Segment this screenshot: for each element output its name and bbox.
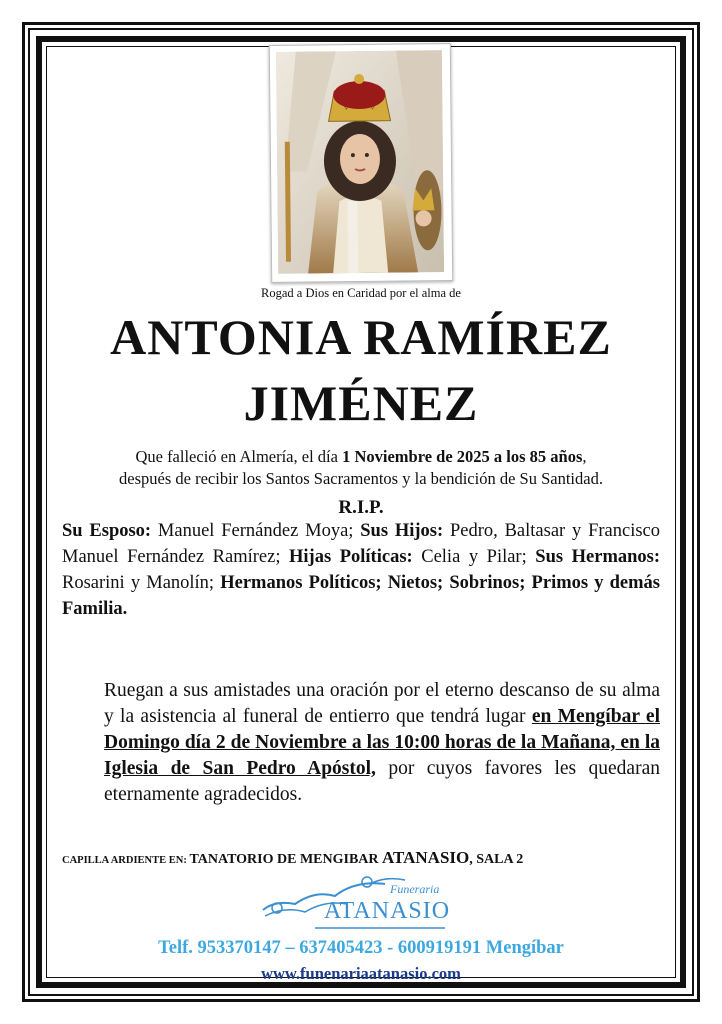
esposo-label: Su Esposo: <box>62 521 152 541</box>
virgin-portrait-photo <box>269 43 453 283</box>
capilla-label: CAPILLA ARDIENTE EN: <box>62 855 190 866</box>
death-text-1: Que falleció en Almería, el día <box>135 447 343 466</box>
logo-funeraria-text: Funeraria <box>390 882 440 896</box>
ruegan-text-2: por cuyos favores les quedaran eternamente agradecidos. <box>104 758 660 805</box>
capilla-brand: ATANASIO <box>382 848 470 867</box>
family-rest: Hermanos Políticos; Nietos; Sobrinos; Primos y demás Familia. <box>62 573 660 619</box>
hermanos-label: Sus Hermanos: <box>535 547 661 567</box>
family-list <box>62 518 660 622</box>
capilla-place: TANATORIO DE MENGIBAR <box>189 852 383 867</box>
deceased-name-line1: ANTONIA RAMÍREZ <box>110 309 612 365</box>
capilla-ardiente <box>62 848 662 868</box>
hijos-label: Sus Hijos: <box>360 521 444 541</box>
funeral-details: en Mengíbar el Domingo día 2 de Noviembre a las 10:00 horas de la Mañana, en la Iglesia de San Pedro Apóstol, <box>104 706 660 779</box>
death-text-2: , <box>582 447 587 466</box>
esposo-names: Manuel Fernández Moya; <box>151 521 361 541</box>
capilla-sala: , SALA 2 <box>469 852 524 867</box>
death-text-line2: después de recibir los Santos Sacramentos y la bendición de Su Santidad. <box>119 469 603 488</box>
logo-atanasio-text: ATANASIO <box>324 898 451 924</box>
rip-text: R.I.P. <box>338 497 384 518</box>
funeral-announcement <box>104 678 660 808</box>
website-link[interactable]: www.funenariaatanasio.com <box>261 964 461 983</box>
phone-numbers: Telf. 953370147 – 637405423 - 600919191 Mengíbar <box>158 938 564 958</box>
ruegan-text-1: Ruegan a sus amistades una oración por el eterno descanso de su alma y la asistencia al funeral de entierro que tendrá lugar <box>104 680 660 727</box>
hijos-names: Pedro, Baltasar y Francisco Manuel Fernández Ramírez; <box>62 521 661 567</box>
hijas-names: Celia y Pilar; <box>412 547 536 567</box>
deceased-name-line2: JIMÉNEZ <box>243 375 479 431</box>
virgin-image-illustration <box>276 50 444 274</box>
hermanos-names: Rosarini y Manolín; <box>62 573 221 593</box>
hijas-label: Hijas Políticas: <box>289 547 413 567</box>
intro-text: Rogad a Dios en Caridad por el alma de <box>261 286 461 300</box>
death-notice <box>50 446 672 490</box>
death-date: 1 Noviembre de 2025 a los 85 años <box>342 447 583 466</box>
